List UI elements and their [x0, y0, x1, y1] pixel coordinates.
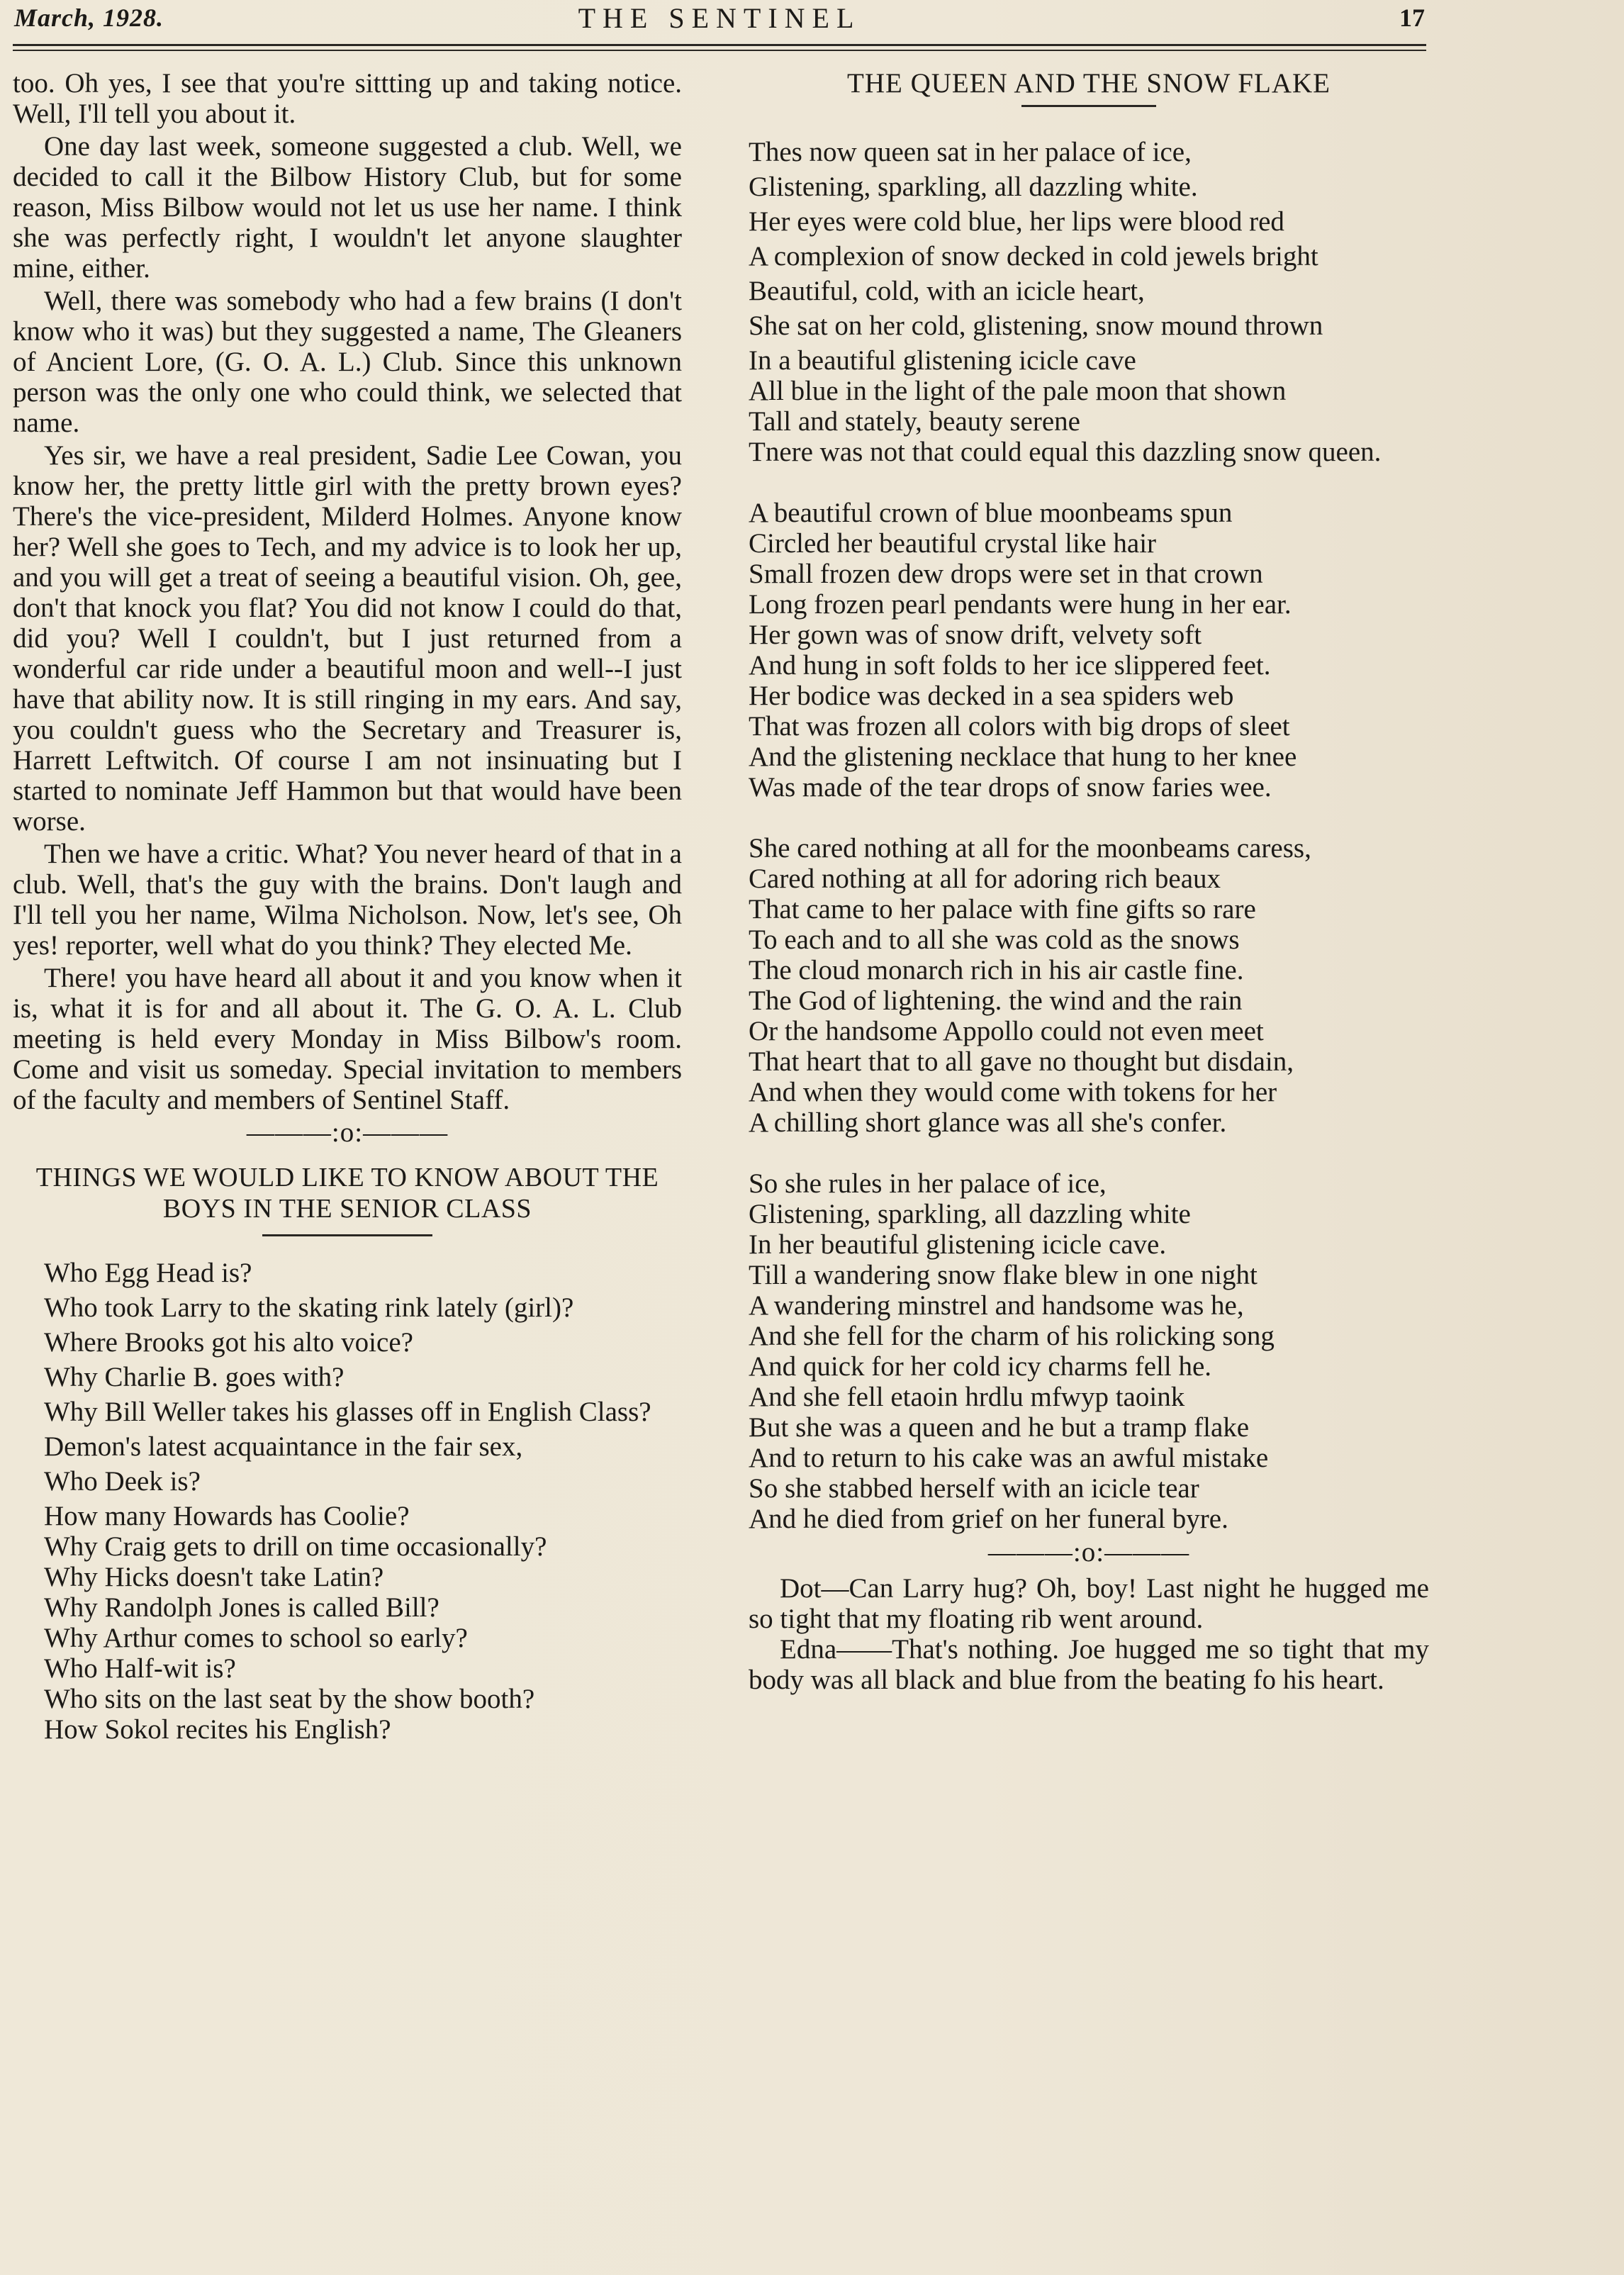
right-column: [749, 68, 1429, 1695]
poem-title-underline: [1021, 105, 1156, 107]
poem-line: Long frozen pearl pendants were hung in her ear.: [749, 589, 1292, 620]
joke-dialog: [749, 1573, 1429, 1695]
poem-line: And hung in soft folds to her ice slippered feet.: [749, 650, 1271, 681]
poem-line: So she rules in her palace of ice,: [749, 1168, 1107, 1199]
page-number: 17: [1399, 4, 1425, 32]
question-item: Where Brooks got his alto voice?: [44, 1327, 413, 1358]
poem-line: Tnere was not that could equal this dazzling snow queen.: [749, 437, 1382, 467]
poem-line: Beautiful, cold, with an icicle heart,: [749, 276, 1145, 306]
poem-line: To each and to all she was cold as the snows: [749, 924, 1240, 955]
article-paragraph: One day last week, someone suggested a club. Well, we decided to call it the Bilbow History Club, but for some reason, Miss Bilbow would not let us use her name. I think she was perfectly right, I wouldn't let anyone slaughter mine, either.: [13, 131, 682, 284]
question-item: Who took Larry to the skating rink lately (girl)?: [44, 1292, 574, 1323]
poem-stanza: [749, 498, 1429, 803]
article-paragraph: Yes sir, we have a real president, Sadie Lee Cowan, you know her, the pretty little girl with the pretty brown eyes? There's the vice-president, Milderd Holmes. Anyone know her? Well she goes to Tech, and my advice is to look her up, and you will get a treat of seeing a beautiful vision. Oh, gee, don't that knock you flat? You did not know I could do that, did you? Well I couldn't, but I just returned from a wonderful car ride under a beautiful moon and well--I just have that ability now. It is still ringing in my ears. And say, you couldn't guess who the Secretary and Treasurer is, Harrett Leftwitch. Of course I am not insinuating but I started to nominate Jeff Hammon but that would have been worse.: [13, 440, 682, 837]
poem-line: Circled her beautiful crystal like hair: [749, 528, 1157, 559]
poem-stanza: [749, 833, 1429, 1138]
poem-line: In her beautiful glistening icicle cave.: [749, 1229, 1167, 1260]
question-item: Why Arthur comes to school so early?: [44, 1623, 468, 1653]
poem-line: Cared nothing at all for adoring rich beaux: [749, 863, 1221, 894]
poem-stanza: [749, 137, 1429, 467]
article-paragraph: Then we have a critic. What? You never heard of that in a club. Well, that's the guy with the brains. Don't laugh and I'll tell you her name, Wilma Nicholson. Now, let's see, Oh yes! reporter, well what do you think? They elected Me.: [13, 839, 682, 961]
poem-line: That was frozen all colors with big drops of sleet: [749, 711, 1290, 742]
poem-line: Small frozen dew drops were set in that crown: [749, 559, 1263, 589]
poem-line: Glistening, sparkling, all dazzling white.: [749, 172, 1198, 202]
poem-line: And quick for her cold icy charms fell he.: [749, 1351, 1212, 1382]
publication-title: THE SENTINEL: [578, 2, 861, 34]
poem-line: And when they would come with tokens for her: [749, 1077, 1277, 1107]
article-paragraph: There! you have heard all about it and you know when it is, what it is for and all about it. The G. O. A. L. Club meeting is held every Monday in Miss Bilbow's room. Come and visit us someday. Special invitation to members of the faculty and members of Sentinel Staff.: [13, 963, 682, 1115]
poem-line: And she fell etaoin hrdlu mfwyp taoink: [749, 1382, 1185, 1412]
question-item: Why Craig gets to drill on time occasionally?: [44, 1531, 547, 1562]
poem-line: A beautiful crown of blue moonbeams spun: [749, 498, 1233, 528]
poem-body: [749, 137, 1429, 1534]
poem-line: Tall and stately, beauty serene: [749, 406, 1080, 437]
poem-line: The God of lightening. the wind and the rain: [749, 985, 1243, 1016]
poem-line: And the glistening necklace that hung to her knee: [749, 742, 1297, 772]
question-item: Who Deek is?: [44, 1466, 201, 1497]
left-column: [13, 68, 682, 1745]
header-rule-thin: [13, 50, 1426, 51]
poem-line: The cloud monarch rich in his air castle fine.: [749, 955, 1244, 985]
question-item: Why Bill Weller takes his glasses off in English Class?: [44, 1397, 651, 1427]
poem-line: But she was a queen and he but a tramp flake: [749, 1412, 1250, 1443]
question-item: Why Randolph Jones is called Bill?: [44, 1592, 439, 1623]
question-item: How Sokol recites his English?: [44, 1714, 391, 1745]
poem-line: She cared nothing at all for the moonbeams caress,: [749, 833, 1311, 863]
poem-line: A chilling short glance was all she's confer.: [749, 1107, 1227, 1138]
article-paragraph: Well, there was somebody who had a few brains (I don't know who it was) but they suggested a name, The Gleaners of Ancient Lore, (G. O. A. L.) Club. Since this unknown person was the only one who could think, we selected that name.: [13, 286, 682, 438]
question-item: Who Half-wit is?: [44, 1653, 236, 1684]
poem-line: In a beautiful glistening icicle cave: [749, 345, 1136, 376]
dialog-paragraph: Dot—Can Larry hug? Oh, boy! Last night he hugged me so tight that my floating rib went around.: [749, 1573, 1429, 1634]
poem-line: Her bodice was decked in a sea spiders web: [749, 681, 1234, 711]
poem-line: Her gown was of snow drift, velvety soft: [749, 620, 1202, 650]
poem-line: All blue in the light of the pale moon that shown: [749, 376, 1287, 406]
poem-line: And she fell for the charm of his rolicking song: [749, 1321, 1275, 1351]
poem-stanza: [749, 1168, 1429, 1534]
poem-line: So she stabbed herself with an icicle tear: [749, 1473, 1199, 1504]
heading-underline: [262, 1234, 432, 1236]
question-item: Why Charlie B. goes with?: [44, 1362, 345, 1392]
question-list: [13, 1258, 682, 1745]
poem-line: That heart that to all gave no thought but disdain,: [749, 1046, 1294, 1077]
article-paragraph: too. Oh yes, I see that you're sittting up and taking notice. Well, I'll tell you about it.: [13, 68, 682, 129]
poem-line: A wandering minstrel and handsome was he,: [749, 1290, 1244, 1321]
header-rule: [13, 44, 1426, 46]
poem-title: THE QUEEN AND THE SNOW FLAKE: [847, 68, 1331, 99]
poem-line: Thes now queen sat in her palace of ice,: [749, 137, 1192, 167]
poem-line: Glistening, sparkling, all dazzling white: [749, 1199, 1191, 1229]
issue-date: March, 1928.: [14, 4, 164, 32]
poem-line: Her eyes were cold blue, her lips were blood red: [749, 206, 1284, 237]
poem-line: Or the handsome Appollo could not even meet: [749, 1016, 1264, 1046]
section-separator: ———:o:———: [987, 1537, 1190, 1567]
poem-line: She sat on her cold, glistening, snow mound thrown: [749, 311, 1323, 341]
poem-line: Was made of the tear drops of snow faries wee.: [749, 772, 1272, 803]
poem-line: And he died from grief on her funeral byre.: [749, 1504, 1228, 1534]
question-item: Why Hicks doesn't take Latin?: [44, 1562, 384, 1592]
poem-line: Till a wandering snow flake blew in one night: [749, 1260, 1258, 1290]
question-item: How many Howards has Coolie?: [44, 1501, 410, 1531]
question-item: Demon's latest acquaintance in the fair sex,: [44, 1431, 523, 1462]
poem-line: And to return to his cake was an awful mistake: [749, 1443, 1269, 1473]
question-item: Who Egg Head is?: [44, 1258, 252, 1288]
dialog-paragraph: Edna——That's nothing. Joe hugged me so tight that my body was all black and blue from the beating fo his heart.: [749, 1634, 1429, 1695]
poem-line: A complexion of snow decked in cold jewels bright: [749, 241, 1318, 272]
section-heading: THINGS WE WOULD LIKE TO KNOW ABOUT THE BOYS IN THE SENIOR CLASS: [35, 1163, 659, 1224]
page-header: [14, 1, 1425, 37]
section-separator: ———:o:———: [246, 1117, 449, 1148]
poem-line: That came to her palace with fine gifts so rare: [749, 894, 1256, 924]
question-item: Who sits on the last seat by the show booth?: [44, 1684, 535, 1714]
